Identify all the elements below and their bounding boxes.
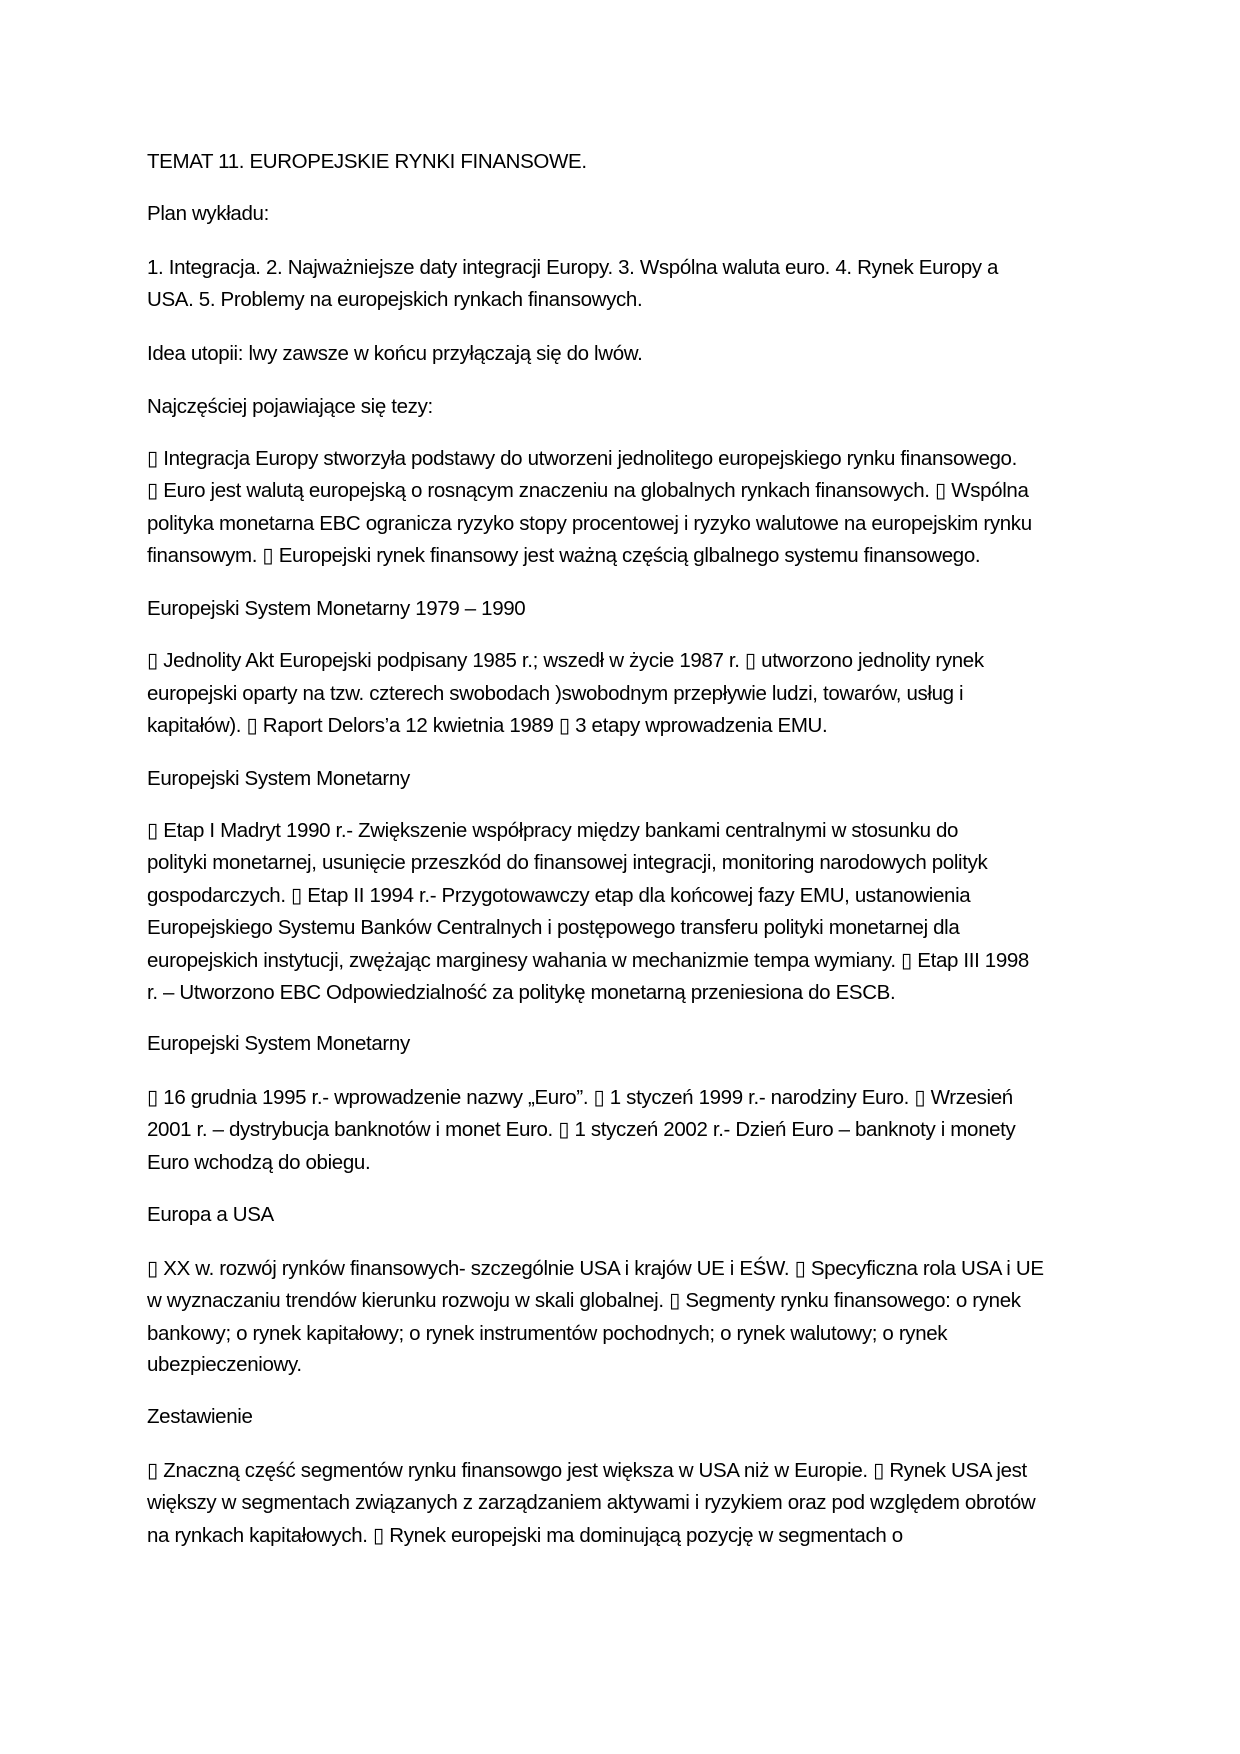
paragraph-line: większy w segmentach związanych z zarządzaniem aktywami i ryzykiem oraz pod względem obrotów — [147, 1491, 1036, 1514]
heading-line: Europejski System Monetarny — [147, 767, 410, 790]
heading-line: Europejski System Monetarny 1979 – 1990 — [147, 597, 526, 620]
heading-line: Zestawienie — [147, 1405, 253, 1428]
paragraph-line: 1. Integracja. 2. Najważniejsze daty integracji Europy. 3. Wspólna waluta euro. 4. Rynek Europy a — [147, 256, 999, 279]
paragraph-line: Europejskiego Systemu Banków Centralnych i postępowego transferu polityki monetarnej dla — [147, 916, 960, 939]
paragraph-line: ▯ Integracja Europy stworzyła podstawy do utworzeni jednolitego europejskiego rynku finansowego. — [147, 447, 1017, 470]
paragraph-line: gospodarczych. ▯ Etap II 1994 r.- Przygotowawczy etap dla końcowej fazy EMU, ustanowienia — [147, 884, 971, 907]
heading-line: Europa a USA — [147, 1203, 274, 1226]
paragraph-line: europejski oparty na tzw. czterech swobodach )swobodnym przepływie ludzi, towarów, usług i — [147, 682, 964, 705]
paragraph-line: na rynkach kapitałowych. ▯ Rynek europejski ma dominującą pozycję w segmentach o — [147, 1524, 903, 1547]
heading-line: Europejski System Monetarny — [147, 1032, 410, 1055]
paragraph-line: polityki monetarnej, usunięcie przeszkód do finansowej integracji, monitoring narodowych polityk — [147, 851, 988, 874]
paragraph-line: ubezpieczeniowy. — [147, 1353, 302, 1376]
heading-line: TEMAT 11. EUROPEJSKIE RYNKI FINANSOWE. — [147, 150, 587, 173]
paragraph-line: kapitałów). ▯ Raport Delors’a 12 kwietnia 1989 ▯ 3 etapy wprowadzenia EMU. — [147, 714, 828, 737]
paragraph-line: ▯ 16 grudnia 1995 r.- wprowadzenie nazwy „Euro”. ▯ 1 styczeń 1999 r.- narodziny Euro. ▯ Wrzesień — [147, 1086, 1013, 1109]
paragraph-line: ▯ Jednolity Akt Europejski podpisany 1985 r.; wszedł w życie 1987 r. ▯ utworzono jednolity rynek — [147, 649, 984, 672]
paragraph-line: w wyznaczaniu trendów kierunku rozwoju w skali globalnej. ▯ Segmenty rynku finansowego: o rynek — [147, 1289, 1021, 1312]
paragraph-line: ▯ Znaczną część segmentów rynku finansowgo jest większa w USA niż w Europie. ▯ Rynek USA jest — [147, 1459, 1027, 1482]
paragraph-line: polityka monetarna EBC ogranicza ryzyko stopy procentowej i ryzyko walutowe na europejskim rynku — [147, 512, 1032, 535]
paragraph-line: 2001 r. – dystrybucja banknotów i monet Euro. ▯ 1 styczeń 2002 r.- Dzień Euro – banknoty i monety — [147, 1118, 1016, 1141]
paragraph-line: USA. 5. Problemy na europejskich rynkach finansowych. — [147, 288, 643, 311]
paragraph-line: r. – Utworzono EBC Odpowiedzialność za politykę monetarną przeniesiona do ESCB. — [147, 981, 896, 1004]
heading-line: Idea utopii: lwy zawsze w końcu przyłączają się do lwów. — [147, 342, 643, 365]
paragraph-line: finansowym. ▯ Europejski rynek finansowy jest ważną częścią glbalnego systemu finansowego. — [147, 544, 981, 567]
heading-line: Najczęściej pojawiające się tezy: — [147, 395, 433, 418]
paragraph-line: ▯ Euro jest walutą europejską o rosnącym znaczeniu na globalnych rynkach finansowych. ▯ Wspólna — [147, 479, 1029, 502]
paragraph-line: europejskich instytucji, zwężając marginesy wahania w mechanizmie tempa wymiany. ▯ Etap III 1998 — [147, 949, 1029, 972]
paragraph-line: ▯ Etap I Madryt 1990 r.- Zwiększenie współpracy między bankami centralnymi w stosunku do — [147, 819, 959, 842]
heading-line: Plan wykładu: — [147, 202, 269, 225]
paragraph-line: ▯ XX w. rozwój rynków finansowych- szczególnie USA i krajów UE i EŚW. ▯ Specyficzna rola USA i UE — [147, 1257, 1044, 1280]
paragraph-line: bankowy; o rynek kapitałowy; o rynek instrumentów pochodnych; o rynek walutowy; o rynek — [147, 1322, 948, 1345]
paragraph-line: Euro wchodzą do obiegu. — [147, 1151, 371, 1174]
